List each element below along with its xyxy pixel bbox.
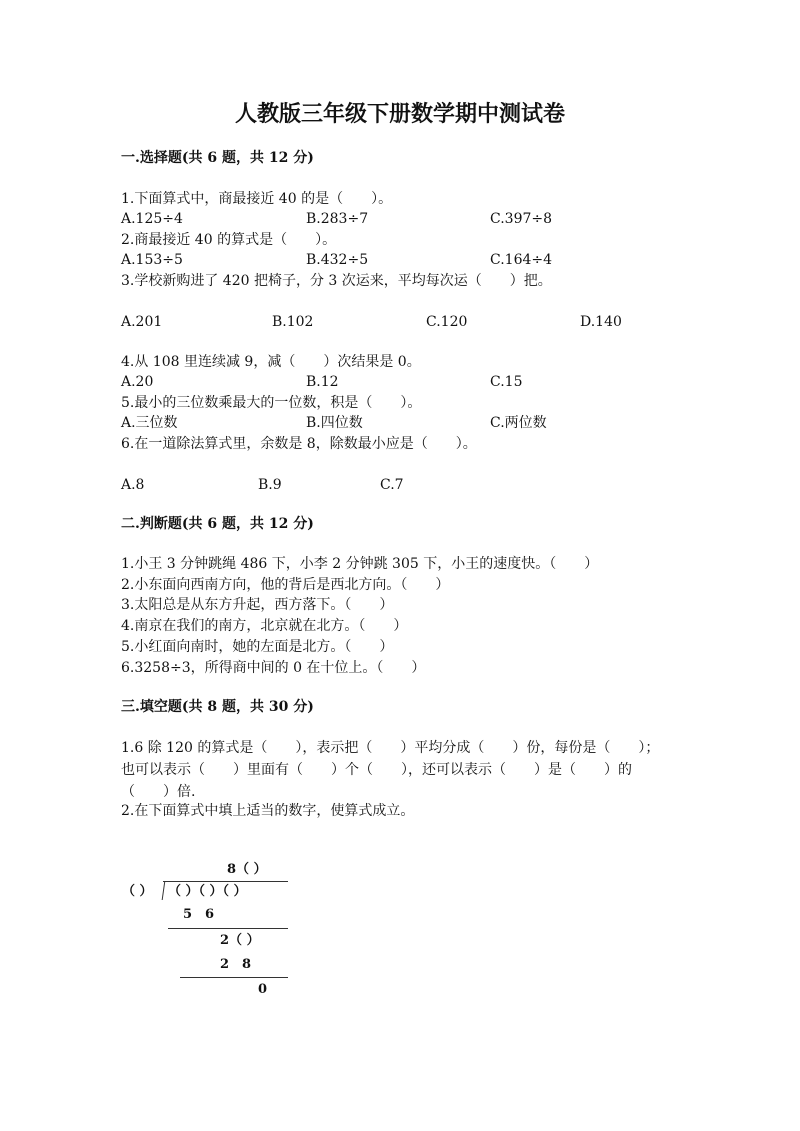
option-d[interactable]: D.140 <box>580 314 622 330</box>
option-a[interactable]: A.三位数 <box>121 415 178 431</box>
subtraction-line <box>180 977 288 978</box>
question-stem: 4.从 108 里连续减 9，减（ ）次结果是 0。 <box>121 354 421 370</box>
option-a[interactable]: A.201 <box>121 314 163 330</box>
section-heading-judgement: 二.判断题(共 6 题，共 12 分) <box>121 516 314 532</box>
divisor: （ ） <box>122 884 153 899</box>
option-b[interactable]: B.102 <box>272 314 314 330</box>
option-a[interactable]: A.20 <box>121 374 154 390</box>
question-stem: 2.商最接近 40 的算式是（ ）。 <box>121 232 337 248</box>
question-stem: 3.学校新购进了 420 把椅子，分 3 次运来，平均每次运（ ）把。 <box>121 273 552 289</box>
judgement-item: 6.3258÷3，所得商中间的 0 在十位上。（ ） <box>121 660 426 676</box>
option-c[interactable]: C.7 <box>380 477 404 493</box>
option-c[interactable]: C.397÷8 <box>490 211 553 227</box>
fill-in-question: 1.6 除 120 的算式是（ ），表示把（ ）平均分成（ ）份，每份是（ ）；也可以表示（ ）里面有（ ）个（ ），还可以表示（ ）是（ ）的（ ）倍. <box>121 740 660 800</box>
option-c[interactable]: C.15 <box>490 374 523 390</box>
section-heading-choice: 一.选择题(共 6 题，共 12 分) <box>121 150 314 166</box>
option-a[interactable]: A.125÷4 <box>121 211 183 227</box>
option-a[interactable]: A.8 <box>121 477 145 493</box>
option-b[interactable]: B.283÷7 <box>306 211 369 227</box>
page-title: 人教版三年级下册数学期中测试卷 <box>234 101 565 127</box>
option-c[interactable]: C.两位数 <box>490 415 547 431</box>
option-b[interactable]: B.432÷5 <box>306 252 369 268</box>
option-c[interactable]: C.120 <box>426 314 468 330</box>
judgement-item: 3.太阳总是从东方升起，西方落下。（ ） <box>121 597 394 613</box>
division-bracket <box>162 881 166 900</box>
judgement-item: 2.小东面向西南方向，他的背后是西北方向。（ ） <box>121 577 450 593</box>
quotient: 8（ ） <box>227 862 267 877</box>
fill-in-question: 2.在下面算式中填上适当的数字，使算式成立。 <box>121 803 415 819</box>
option-b[interactable]: B.9 <box>258 477 282 493</box>
question-stem: 6.在一道除法算式里，余数是 8，除数最小应是（ ）。 <box>121 436 477 452</box>
division-bar <box>163 881 288 882</box>
judgement-item: 4.南京在我们的南方，北京就在北方。（ ） <box>121 618 408 634</box>
partial-product-2: 2 8 <box>220 957 252 972</box>
dividend: （ ）（ ）（ ） <box>168 884 247 899</box>
judgement-item: 5.小红面向南时，她的左面是北方。（ ） <box>121 639 394 655</box>
question-stem: 5.最小的三位数乘最大的一位数，积是（ ）。 <box>121 395 422 411</box>
partial-product-1: 5 6 <box>183 907 215 922</box>
subtraction-line <box>168 928 288 929</box>
section-heading-fill-in: 三.填空题(共 8 题，共 30 分) <box>121 699 314 715</box>
final-remainder: 0 <box>258 982 268 997</box>
option-b[interactable]: B.12 <box>306 374 339 390</box>
judgement-item: 1.小王 3 分钟跳绳 486 下，小李 2 分钟跳 305 下，小王的速度快。（ ） <box>121 556 599 572</box>
option-b[interactable]: B.四位数 <box>306 415 363 431</box>
option-c[interactable]: C.164÷4 <box>490 252 553 268</box>
partial-remainder: 2（ ） <box>220 933 260 948</box>
question-stem: 1.下面算式中，商最接近 40 的是（ ）。 <box>121 191 393 207</box>
option-a[interactable]: A.153÷5 <box>121 252 183 268</box>
